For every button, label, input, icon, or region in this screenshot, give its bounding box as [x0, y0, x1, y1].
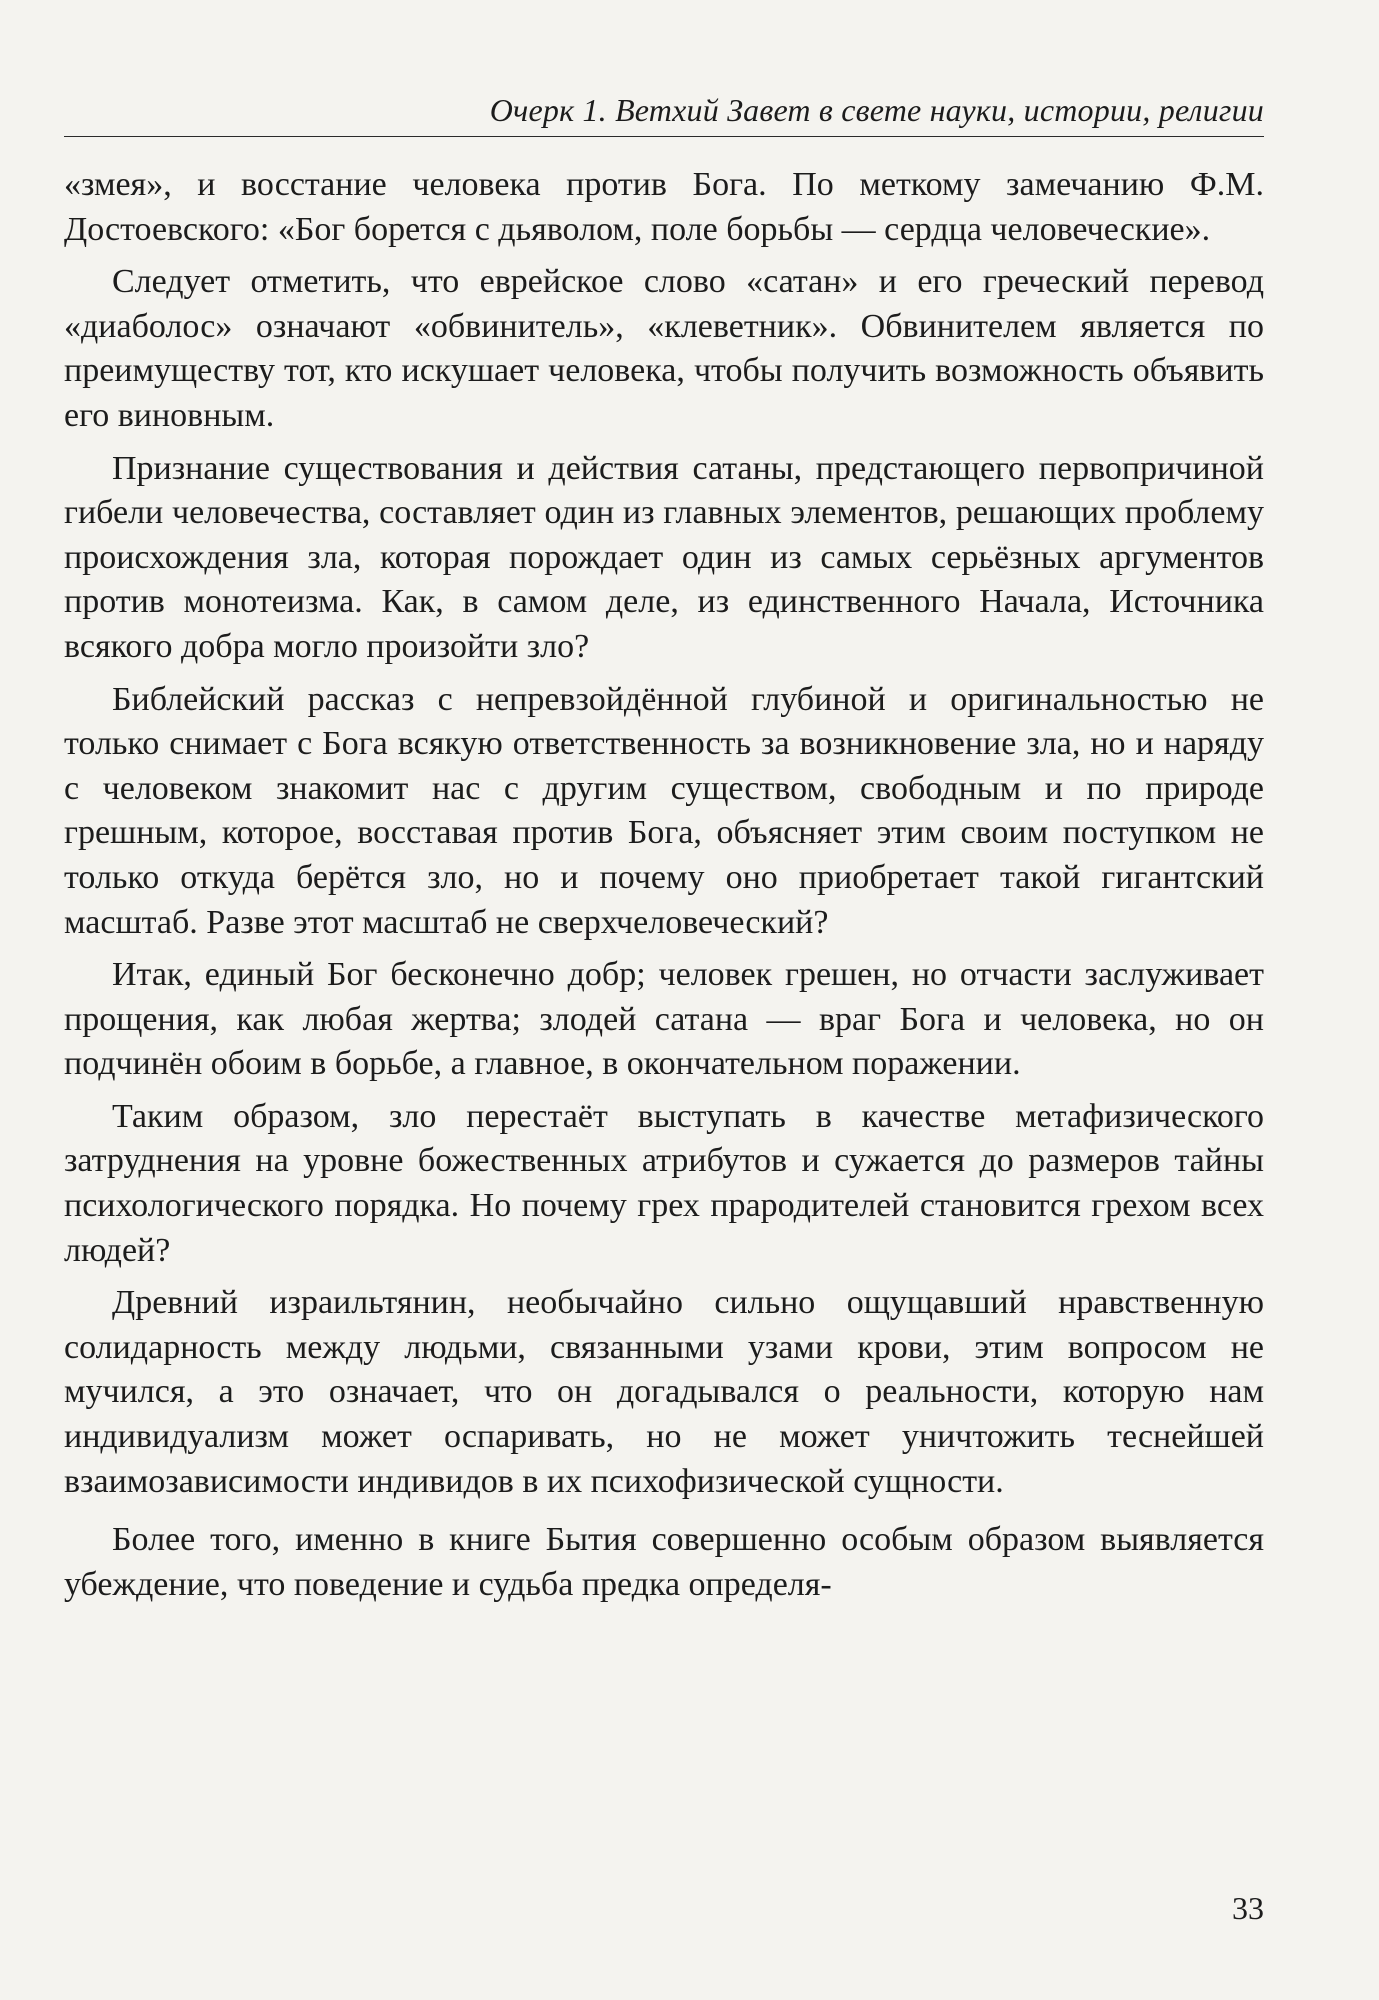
header-rule [64, 136, 1264, 137]
paragraph: Признание существования и действия сатаны, предстающего первопричиной гибели человечества, составляет один из главных элементов, решающих проблему происхождения зла, которая порождает один из самых серьёзных аргументов против монотеизма. Как, в самом деле, из единственного Начала, Источника всякого добра могло произойти зло? [64, 449, 1264, 665]
paragraph: Итак, единый Бог бесконечно добр; человек грешен, но отчасти заслуживает прощения, как любая жертва; злодей сатана — враг Бога и человека, но он подчинён обоим в борьбе, а главное, в окончательном поражении. [64, 956, 1264, 1083]
running-header: Очерк 1. Ветхий Завет в свете науки, истории, религии [489, 92, 1264, 128]
paragraph: Древний израильтянин, необычайно сильно ощущавший нравственную солидарность между людьми, связанными узами крови, этим вопросом не мучился, а это означает, что он догадывался о реальности, которую нам индивидуализм может оспаривать, но не может уничтожить теснейшей взаимозависимости индивидов в их психофизической сущности. [64, 1284, 1264, 1500]
paragraph: Следует отметить, что еврейское слово «сатан» и его греческий перевод «диаболос» означают «обвинитель», «клеветник». Обвинителем является по преимуществу тот, кто искушает человека, чтобы получить возможность объявить его виновным. [64, 263, 1264, 434]
paragraph: Более того, именно в книге Бытия совершенно особым образом выявляется убеждение, что поведение и судьба предка определя- [64, 1521, 1264, 1603]
paragraph: Таким образом, зло перестаёт выступать в качестве метафизического затруднения на уровне божественных атрибутов и сужается до размеров тайны психологического порядка. Но почему грех прародителей становится грехом всех людей? [64, 1097, 1264, 1269]
page-number: 33 [1232, 1890, 1264, 1926]
body-text [64, 163, 1264, 1615]
paragraph: Библейский рассказ с непревзойдённой глубиной и оригинальностью не только снимает с Бога всякую ответственность за возникновение зла, но и наряду с человеком знакомит нас с другим существом, свободным и по природе грешным, которое, восставая против Бога, объясняет этим своим поступком не только откуда берётся зло, но и почему оно приобретает такой гигантский масштаб. Разве этот масштаб не сверхчеловеческий? [64, 680, 1264, 941]
paragraph: «змея», и восстание человека против Бога. По меткому замечанию Ф.М. Достоевского: «Бог борется с дьяволом, поле борьбы — сердца человеческие». [64, 166, 1264, 248]
